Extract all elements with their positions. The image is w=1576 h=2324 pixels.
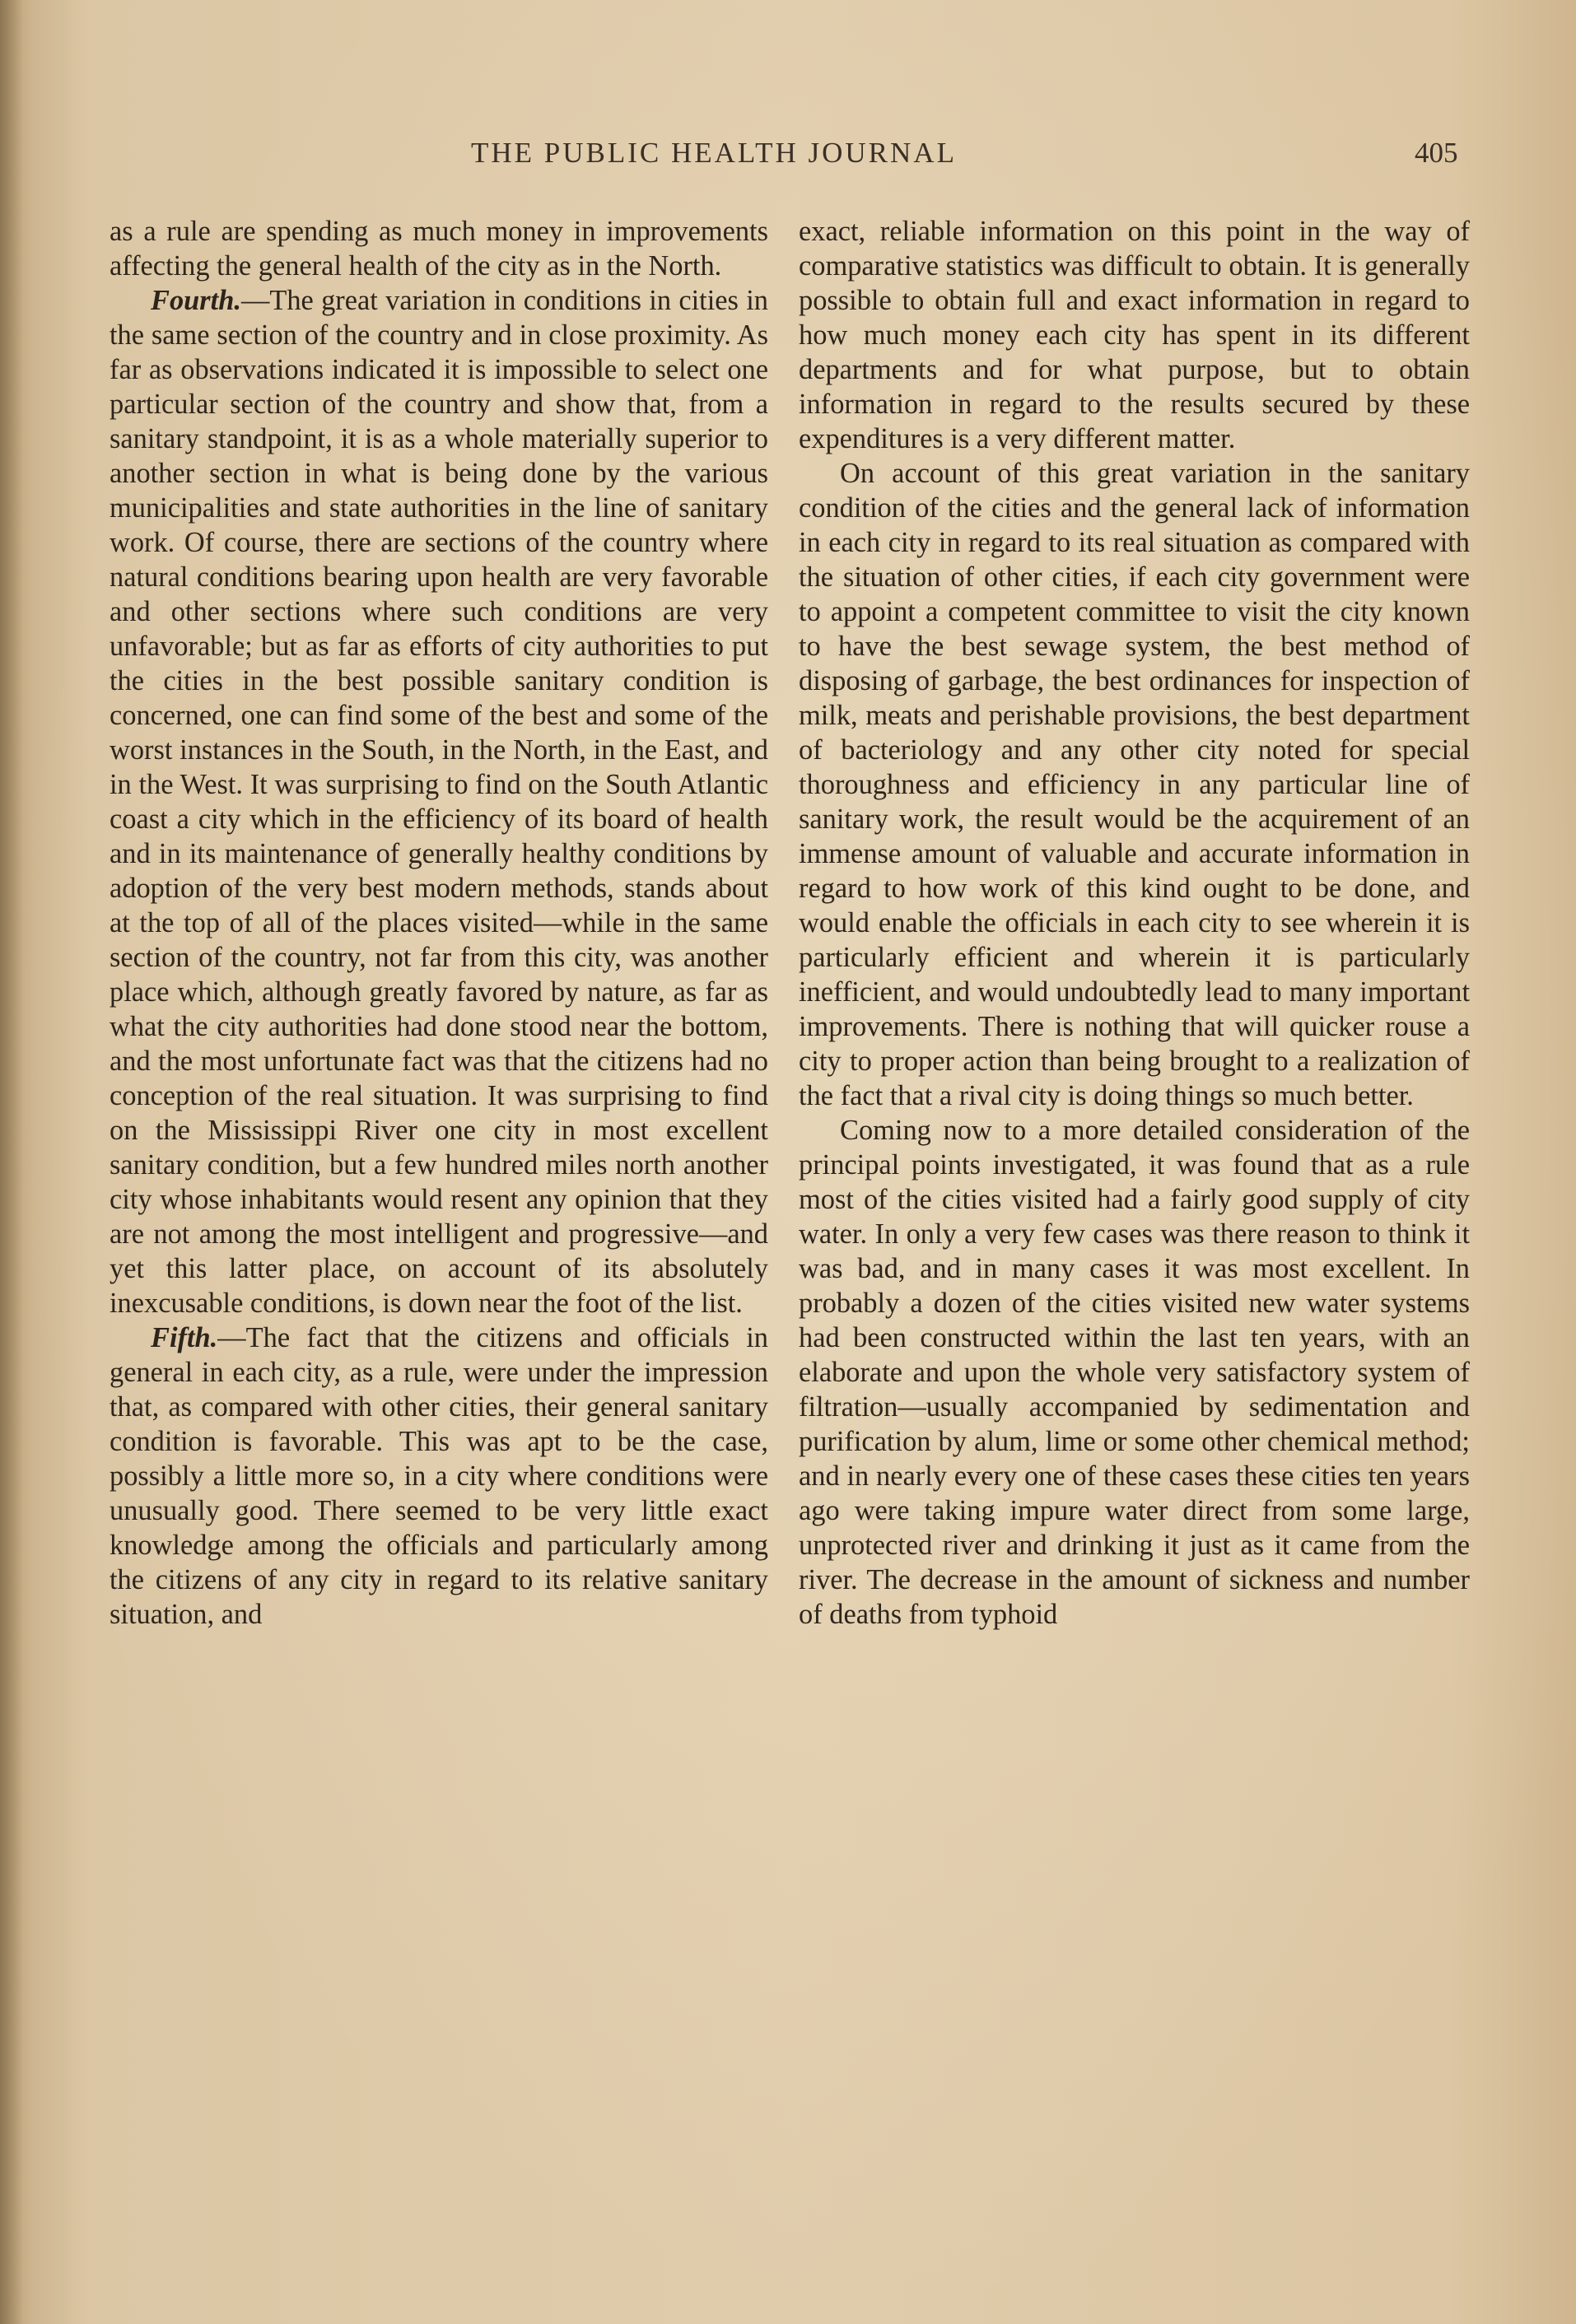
run-in-heading: Fifth. (151, 1322, 218, 1353)
running-head: THE PUBLIC HEALTH JOURNAL (471, 137, 957, 169)
paragraph: exact, reliable information on this point in the way of comparative statistics was difficult to obtain. It is generally possible to obtain full and exact information in regard to how much money each city has spent in its different departments and for what purpose, but to obtain information in regard to the results secured by these expenditures is a very different matter. (799, 216, 1470, 454)
paragraph-fifth (110, 1320, 768, 1632)
page-number: 405 (1415, 137, 1458, 169)
page-header (0, 137, 1576, 178)
paragraph: On account of this great variation in the sanitary condition of the cities and the general lack of information in each city in regard to its real situation as compared with the situation of other cities, if each city government were to appoint a competent committee to visit the city known to have the best sewage system, the best method of disposing of garbage, the best ordinances for inspection of milk, meats and perishable provisions, the best department of bacteriology and any other city noted for special thoroughness and efficiency in any particular line of sanitary work, the result would be the acquirement of an immense amount of valuable and accurate information in regard to how work of this kind ought to be done, and would enable the officials in each city to see wherein it is particularly efficient and wherein it is particularly inefficient, and would undoubtedly lead to many important improvements. There is nothing that will quicker rouse a city to proper action than being brought to a realization of the fact that a rival city is doing things so much better. (799, 458, 1470, 1111)
paragraph-fourth (110, 283, 768, 1320)
binding-shadow (0, 0, 23, 2324)
paragraph: Coming now to a more detailed consideration of the principal points investigated, it was found that as a rule most of the cities visited had a fairly good supply of city water. In only a very few cases was there reason to think it was bad, and in many cases it was most excellent. In probably a dozen of the cities visited new water systems had been constructed within the last ten years, with an elaborate and upon the whole very satisfactory system of filtration—usually accompanied by sedimentation and purification by alum, lime or some other chemical method; and in nearly every one of these cases these cities ten years ago were taking impure water direct from some large, unprotected river and drinking it just as it came from the river. The decrease in the amount of sickness and number of deaths from typhoid (799, 1115, 1470, 1630)
paragraph: as a rule are spending as much money in improvements affecting the general health of the city as in the North. (110, 216, 768, 282)
paragraph-text: —The great variation in conditions in cities in the same section of the country and in close proximity. As far as observations indicated it is impossible to select one particular section of the country and show that, from a sanitary standpoint, it is as a whole materially superior to another section in what is being done by the various municipalities and state authorities in the line of sanitary work. Of course, there are sections of the country where natural conditions bearing upon health are very favorable and other sections where such conditions are very unfavorable; but as far as efforts of city authorities to put the cities in the best possible sanitary condition is concerned, one can find some of the best and some of the worst instances in the South, in the North, in the East, and in the West. It was surprising to find on the South Atlantic coast a city which in the efficiency of its board of health and in its maintenance of generally healthy conditions by adoption of the very best modern methods, stands about at the top of all of the places visited—while in the same section of the country, not far from this city, was another place which, although greatly favored by nature, as far as what the city authorities had done stood near the bottom, and the most unfortunate fact was that the citizens had no conception of the real situation. It was surprising to find on the Mississippi River one city in most excellent sanitary condition, but a few hundred miles north another city whose inhabitants would resent any opinion that they are not among the most intelligent and progressive—and yet this latter place, on account of its absolutely inexcusable conditions, is down near the foot of the list. (110, 285, 768, 1319)
right-column (799, 214, 1470, 1632)
run-in-heading: Fourth. (151, 285, 241, 316)
left-column (110, 214, 768, 1632)
paragraph-text: —The fact that the citizens and officials in general in each city, as a rule, were under the impression that, as compared with other cities, their general sanitary condition is favorable. This was apt to be the case, possibly a little more so, in a city where conditions were unusually good. There seemed to be very little exact knowledge among the officials and particularly among the citizens of any city in regard to its relative sanitary situation, and (110, 1322, 768, 1630)
